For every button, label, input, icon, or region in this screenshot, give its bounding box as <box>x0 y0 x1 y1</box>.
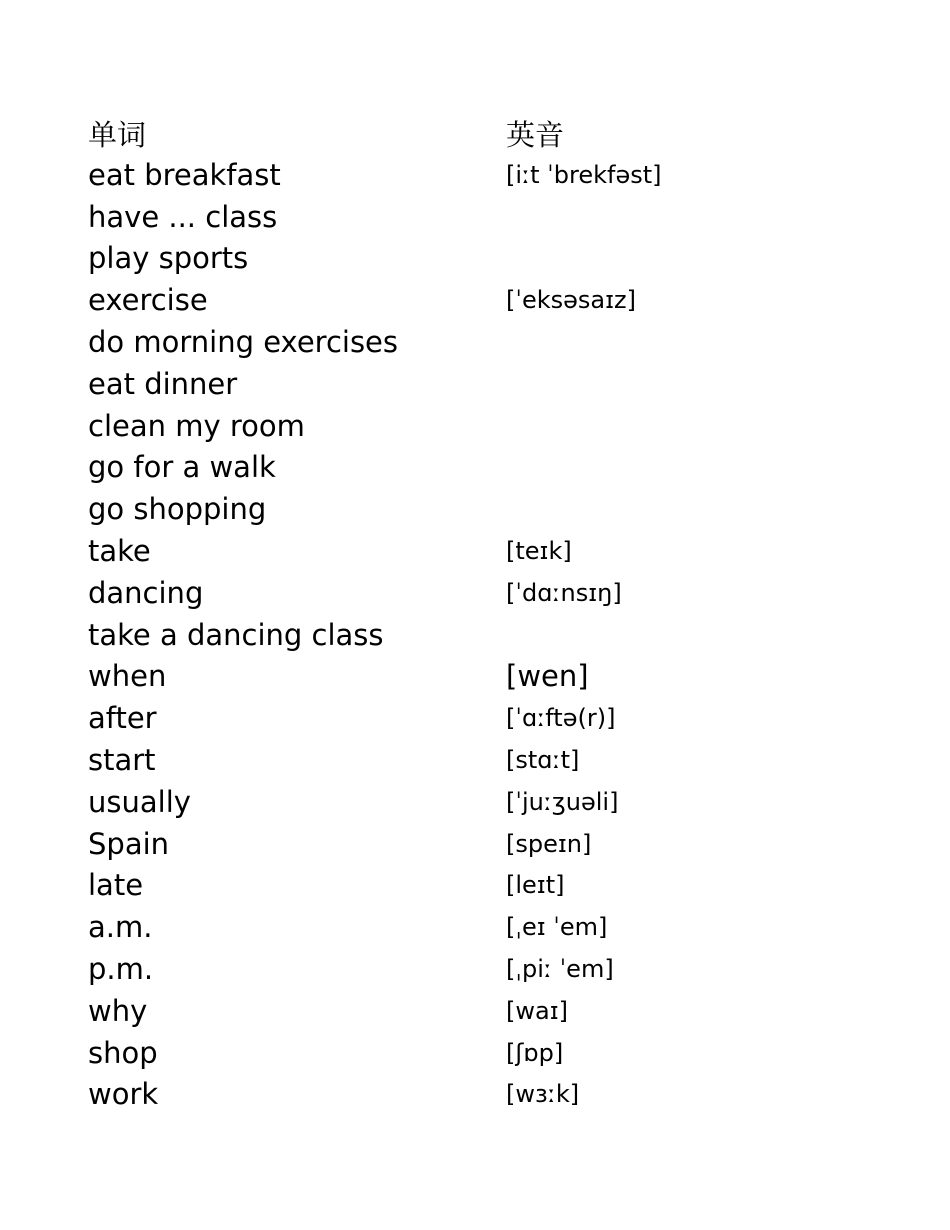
table-header-row <box>88 113 848 154</box>
phonetic-cell: [waɪ] <box>506 996 568 1025</box>
phonetic-column-header: 英音 <box>506 118 565 152</box>
vocabulary-table <box>88 113 848 1115</box>
phonetic-cell: [ˌpiː ˈem] <box>506 955 614 984</box>
word-cell: when <box>88 659 167 694</box>
phonetic-cell: [stɑːt] <box>506 746 580 775</box>
word-cell: usually <box>88 784 191 819</box>
word-cell: shop <box>88 1035 158 1070</box>
word-cell: eat breakfast <box>88 157 281 192</box>
table-row <box>88 865 848 907</box>
word-cell: Spain <box>88 826 170 861</box>
table-row <box>88 154 848 196</box>
word-cell: exercise <box>88 283 208 318</box>
table-row <box>88 279 848 321</box>
phonetic-cell: [speɪn] <box>506 829 592 858</box>
word-cell: work <box>88 1077 159 1112</box>
table-row <box>88 781 848 823</box>
phonetic-cell: [ʃɒp] <box>506 1038 564 1067</box>
table-row <box>88 363 848 405</box>
word-cell: take <box>88 534 151 569</box>
table-row <box>88 196 848 238</box>
table-row <box>88 948 848 990</box>
table-row <box>88 530 848 572</box>
table-row <box>88 1074 848 1116</box>
phonetic-cell: [teɪk] <box>506 537 572 566</box>
table-row <box>88 697 848 739</box>
table-row <box>88 238 848 280</box>
word-cell: eat dinner <box>88 366 238 401</box>
table-row <box>88 405 848 447</box>
word-cell: go for a walk <box>88 450 276 485</box>
phonetic-cell: [ˈdɑːnsɪŋ] <box>506 578 622 607</box>
phonetic-cell: [ˈɑːftə(r)] <box>506 704 616 733</box>
table-row <box>88 321 848 363</box>
table-row <box>88 823 848 865</box>
phonetic-cell: [ˈeksəsaɪz] <box>506 286 636 315</box>
word-cell: clean my room <box>88 408 305 443</box>
word-cell: late <box>88 868 144 903</box>
word-cell: go shopping <box>88 492 267 527</box>
table-row <box>88 656 848 698</box>
word-cell: dancing <box>88 575 204 610</box>
table-row <box>88 447 848 489</box>
table-row <box>88 488 848 530</box>
phonetic-cell: [leɪt] <box>506 871 565 900</box>
word-cell: p.m. <box>88 952 154 987</box>
table-row <box>88 614 848 656</box>
table-row <box>88 1032 848 1074</box>
word-cell: a.m. <box>88 910 153 945</box>
word-cell: start <box>88 743 156 778</box>
table-row <box>88 572 848 614</box>
table-row <box>88 739 848 781</box>
word-cell: take a dancing class <box>88 617 384 652</box>
phonetic-cell: [wen] <box>506 659 589 694</box>
table-row <box>88 990 848 1032</box>
word-cell: have ... class <box>88 199 278 234</box>
phonetic-cell: [iːt ˈbrekfəst] <box>506 160 662 189</box>
word-cell: why <box>88 993 148 1028</box>
word-cell: after <box>88 701 157 736</box>
word-cell: do morning exercises <box>88 325 399 360</box>
table-row <box>88 906 848 948</box>
word-column-header: 单词 <box>88 118 147 152</box>
word-cell: play sports <box>88 241 249 276</box>
phonetic-cell: [wɜːk] <box>506 1080 580 1109</box>
phonetic-cell: [ˌeɪ ˈem] <box>506 913 608 942</box>
phonetic-cell: [ˈjuːʒuəli] <box>506 787 619 816</box>
